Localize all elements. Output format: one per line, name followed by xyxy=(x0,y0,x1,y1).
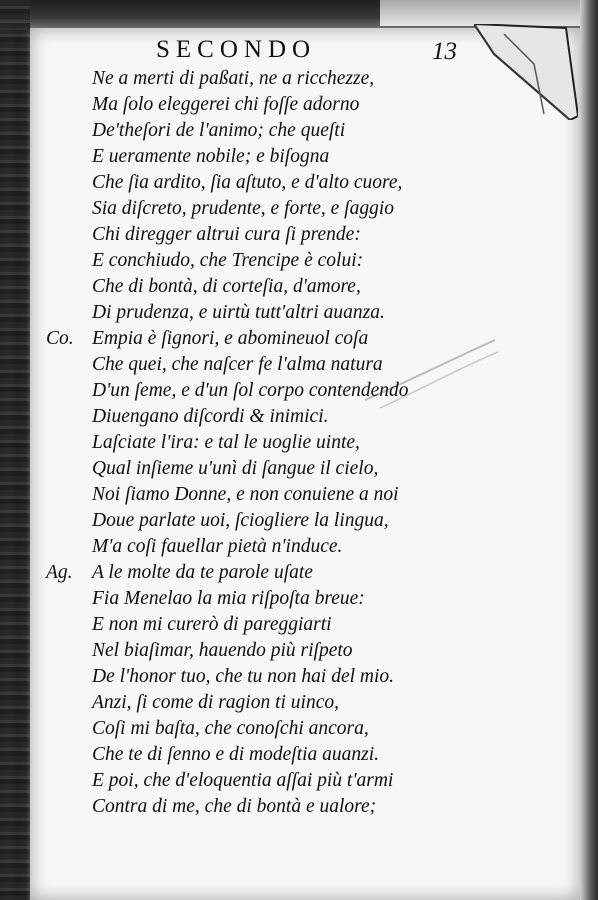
verse-line: Laſciate l'ira: e tal le uoglie uinte, xyxy=(92,432,360,453)
verse-line: Chi diregger altrui cura ſi prende: xyxy=(92,224,361,245)
verse-line: Contra di me, che di bontà e ualore; xyxy=(92,796,377,817)
verse-line: Che quei, che naſcer fe l'alma natura xyxy=(92,354,383,375)
folded-corner-icon xyxy=(474,24,578,120)
verse-line: Che te di ſenno e di modeſtia auanzi. xyxy=(92,744,380,765)
verse-line: De'theſori de l'animo; che queſti xyxy=(92,120,346,141)
verse-line: Coſi mi baſta, che conoſchi ancora, xyxy=(92,718,369,739)
speaker-label-co: Co. xyxy=(46,328,74,349)
verse-line: E poi, che d'eloquentia aſſai più t'armi xyxy=(92,770,394,791)
running-title: SECONDO xyxy=(156,36,317,63)
verse-line: Empia è ſignori, e abomineuol coſa xyxy=(92,328,369,349)
verse-line: Che di bontà, di corteſia, d'amore, xyxy=(92,276,361,297)
verse-line: D'un ſeme, e d'un ſol corpo contendendo xyxy=(92,380,409,401)
verse-line: Anzi, ſi come di ragion ti uinco, xyxy=(92,692,339,713)
page-number: 13 xyxy=(432,38,457,65)
verse-line: De l'honor tuo, che tu non hai del mio. xyxy=(92,666,395,687)
book-binding xyxy=(0,0,30,900)
verse-line: Qual inſieme u'unì di ſangue il cielo, xyxy=(92,458,379,479)
verse-line: E conchiudo, che Trencipe è colui: xyxy=(92,250,364,271)
paper-tab xyxy=(380,0,580,26)
verse-line: Noi ſiamo Donne, e non conuiene a noi xyxy=(92,484,399,505)
verse-line: M'a coſi fauellar pietà n'induce. xyxy=(92,536,343,557)
verse-line: Diuengano diſcordi & inimici. xyxy=(92,406,329,427)
verse-line: Sia diſcreto, prudente, e forte, e ſaggio xyxy=(92,198,395,219)
speaker-label-ag: Ag. xyxy=(46,562,73,583)
verse-line: E non mi curerò di pareggiarti xyxy=(92,614,332,635)
verse-line: Di prudenza, e uirtù tutt'altri auanza. xyxy=(92,302,385,323)
verse-line: Che ſia ardito, ſia aſtuto, e d'alto cuore, xyxy=(92,172,403,193)
verse-line: Nel biaſimar, hauendo più riſpeto xyxy=(92,640,353,661)
page-edge xyxy=(580,0,598,900)
verse-line: Ne a merti di paßati, ne a ricchezze, xyxy=(92,68,375,89)
verse-line: E ueramente nobile; e biſogna xyxy=(92,146,330,167)
verse-line: Doue parlate uoi, ſciogliere la lingua, xyxy=(92,510,389,531)
verse-line: Ma ſolo eleggerei chi foſſe adorno xyxy=(92,94,360,115)
verse-line: Fia Menelao la mia riſpoſta breue: xyxy=(92,588,365,609)
verse-line: A le molte da te parole uſate xyxy=(92,562,313,583)
